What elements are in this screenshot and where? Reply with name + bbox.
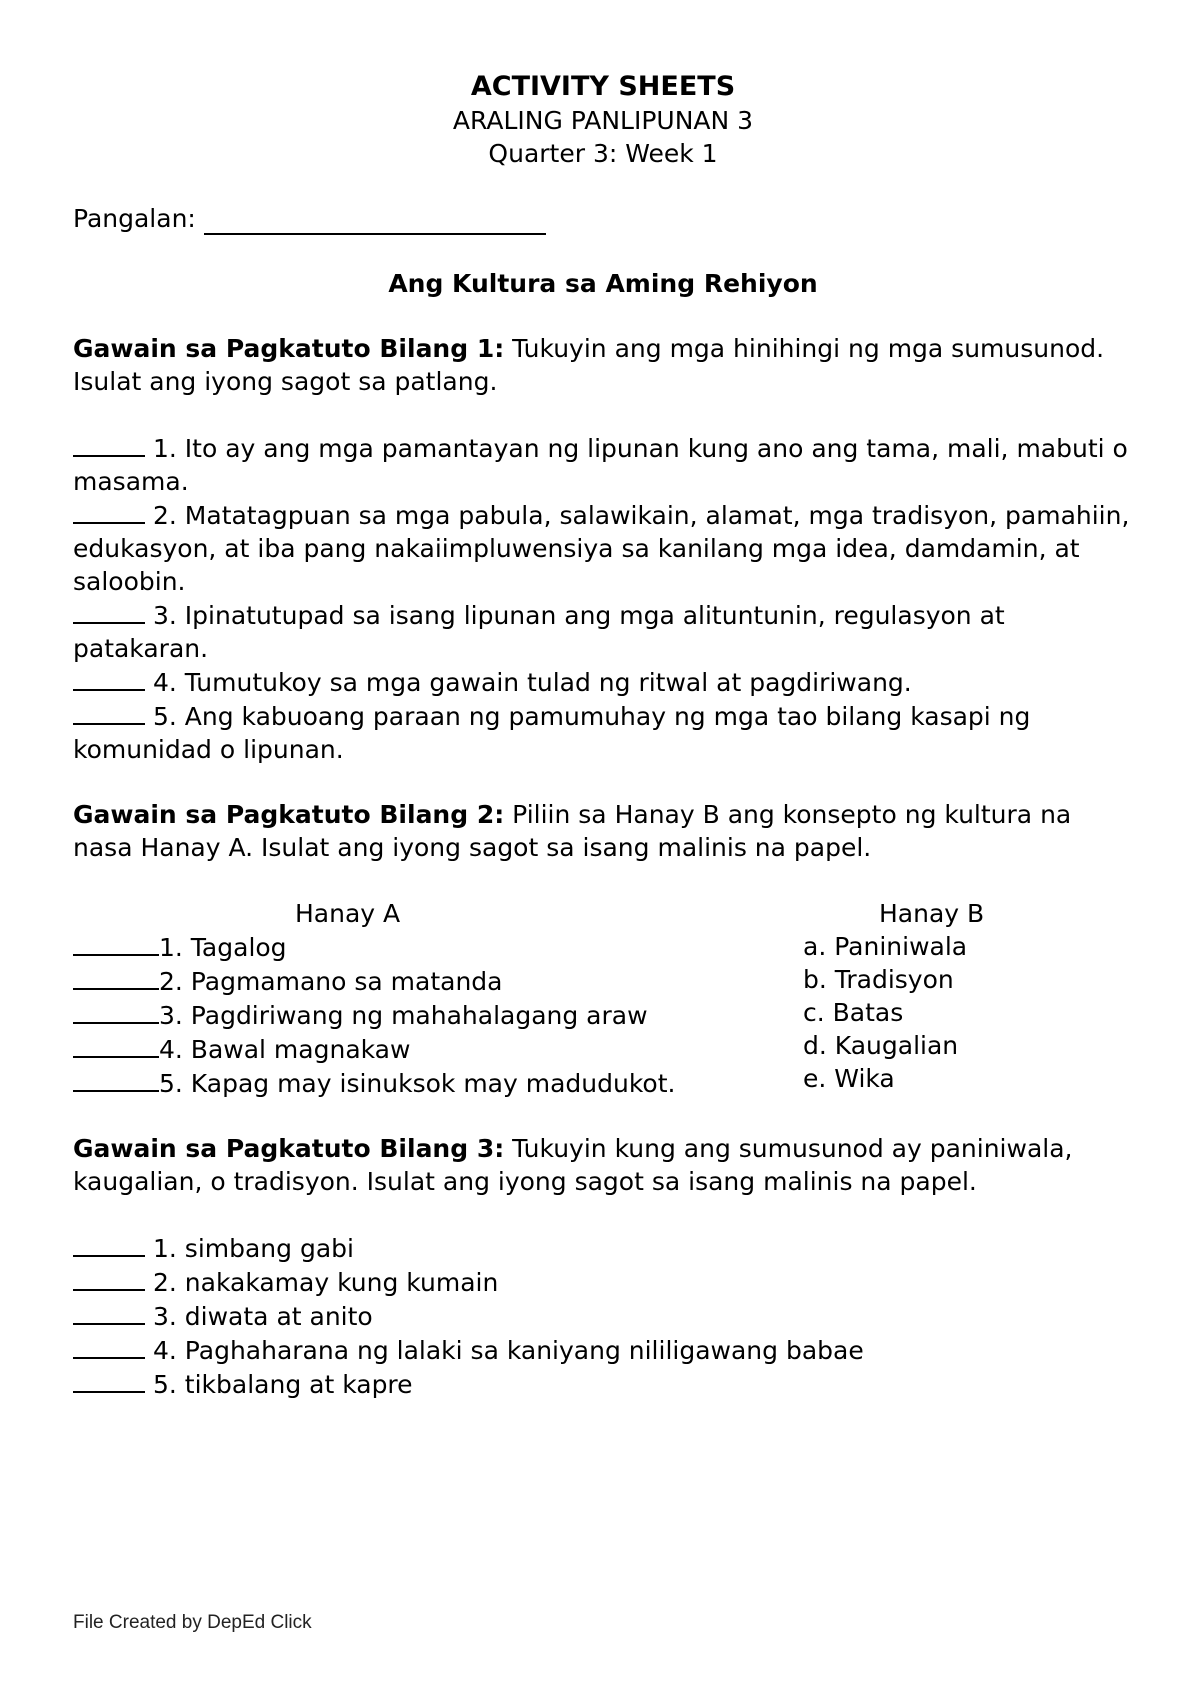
activity-1-item: [73, 431, 1133, 498]
answer-blank[interactable]: [73, 665, 145, 691]
item-text: 4. Paghaharana ng lalaki sa kaniyang nililigawang babae: [153, 1336, 864, 1365]
activity-1-heading: Gawain sa Pagkatuto Bilang 1:: [73, 334, 505, 363]
answer-blank[interactable]: [73, 699, 145, 725]
item-text: 2. Pagmamano sa matanda: [159, 967, 503, 996]
item-text: 4. Tumutukoy sa mga gawain tulad ng ritwal at pagdiriwang.: [153, 668, 912, 697]
column-b-item: b. Tradisyon: [803, 965, 954, 994]
answer-blank[interactable]: [73, 1231, 145, 1257]
answer-blank[interactable]: [73, 1032, 159, 1058]
item-text: 1. Tagalog: [159, 933, 287, 962]
column-a-item: [73, 930, 803, 964]
column-b-header: Hanay B: [879, 899, 985, 928]
answer-blank[interactable]: [73, 598, 145, 624]
item-text: 5. Ang kabuoang paraan ng pamumuhay ng mga tao bilang kasapi ng komunidad o lipunan.: [73, 702, 1031, 764]
activity-3-instructions: [73, 1132, 1133, 1198]
answer-blank[interactable]: [73, 1333, 145, 1359]
column-b-item: c. Batas: [803, 998, 904, 1027]
item-text: 4. Bawal magnakaw: [159, 1035, 411, 1064]
item-text: 2. Matatagpuan sa mga pabula, salawikain, alamat, mga tradisyon, pamahiin, edukasyon, at iba pang nakaiimpluwensiya sa kanilang mga idea, damdamin, at saloobin.: [73, 501, 1130, 596]
activity-3: [73, 1132, 1133, 1401]
item-text: 3. Pagdiriwang ng mahahalagang araw: [159, 1001, 648, 1030]
subject-title: ARALING PANLIPUNAN 3: [452, 106, 754, 135]
answer-blank[interactable]: [73, 431, 145, 457]
name-field: [73, 202, 1133, 235]
answer-blank[interactable]: [73, 964, 159, 990]
column-a-header: Hanay A: [295, 899, 401, 928]
activity-1-item: [73, 598, 1133, 665]
activity-1-item: [73, 699, 1133, 766]
item-text: 2. nakakamay kung kumain: [153, 1268, 499, 1297]
column-a-item: [73, 998, 803, 1032]
item-text: 3. diwata at anito: [153, 1302, 373, 1331]
activity-sheet: [73, 70, 1133, 1401]
activity-2-instructions: [73, 798, 1133, 864]
name-blank-line[interactable]: [204, 207, 546, 235]
answer-blank[interactable]: [73, 498, 145, 524]
activity-1-instructions: [73, 332, 1133, 398]
answer-blank[interactable]: [73, 1299, 145, 1325]
name-label: Pangalan:: [73, 204, 196, 233]
answer-blank[interactable]: [73, 1265, 145, 1291]
activity-2: [73, 798, 1133, 1100]
activity-2-heading: Gawain sa Pagkatuto Bilang 2:: [73, 800, 505, 829]
answer-blank[interactable]: [73, 1367, 145, 1393]
activity-3-instruction-text: Tukuyin kung ang sumusunod ay paniniwala, kaugalian, o tradisyon. Isulat ang iyong sagot sa isang malinis na papel.: [73, 1134, 1073, 1196]
activity-1: [73, 332, 1133, 766]
item-text: 3. Ipinatutupad sa isang lipunan ang mga alituntunin, regulasyon at patakaran.: [73, 601, 1005, 663]
activity-1-instruction-text: Tukuyin ang mga hinihingi ng mga sumusunod. Isulat ang iyong sagot sa patlang.: [73, 334, 1105, 396]
item-text: 1. Ito ay ang mga pamantayan ng lipunan kung ano ang tama, mali, mabuti o masama.: [73, 434, 1128, 496]
activity-2-instruction-text: Piliin sa Hanay B ang konsepto ng kultura na nasa Hanay A. Isulat ang iyong sagot sa isang malinis na papel.: [73, 800, 1072, 862]
column-a: [73, 897, 803, 1100]
activity-3-item: [73, 1265, 1133, 1299]
column-a-item: [73, 1032, 803, 1066]
quarter-week: Quarter 3: Week 1: [488, 139, 718, 168]
column-b-item: d. Kaugalian: [803, 1031, 959, 1060]
page-footer: File Created by DepEd Click: [73, 1612, 312, 1633]
column-b: [803, 897, 1133, 1100]
activity-3-item: [73, 1367, 1133, 1401]
activity-3-item: [73, 1231, 1133, 1265]
activity-3-heading: Gawain sa Pagkatuto Bilang 3:: [73, 1134, 505, 1163]
matching-table: [73, 897, 1133, 1100]
column-b-item: a. Paniniwala: [803, 932, 968, 961]
activity-1-item: [73, 665, 1133, 699]
item-text: 1. simbang gabi: [153, 1234, 354, 1263]
answer-blank[interactable]: [73, 998, 159, 1024]
activity-3-item: [73, 1299, 1133, 1333]
item-text: 5. tikbalang at kapre: [153, 1370, 413, 1399]
column-a-item: [73, 1066, 803, 1100]
lesson-title: Ang Kultura sa Aming Rehiyon: [388, 269, 818, 298]
answer-blank[interactable]: [73, 1066, 159, 1092]
column-b-item: e. Wika: [803, 1064, 895, 1093]
activity-1-item: [73, 498, 1133, 598]
activity-3-item: [73, 1333, 1133, 1367]
column-a-item: [73, 964, 803, 998]
answer-blank[interactable]: [73, 930, 159, 956]
item-text: 5. Kapag may isinuksok may madudukot.: [159, 1069, 676, 1098]
sheet-title: ACTIVITY SHEETS: [470, 71, 736, 102]
